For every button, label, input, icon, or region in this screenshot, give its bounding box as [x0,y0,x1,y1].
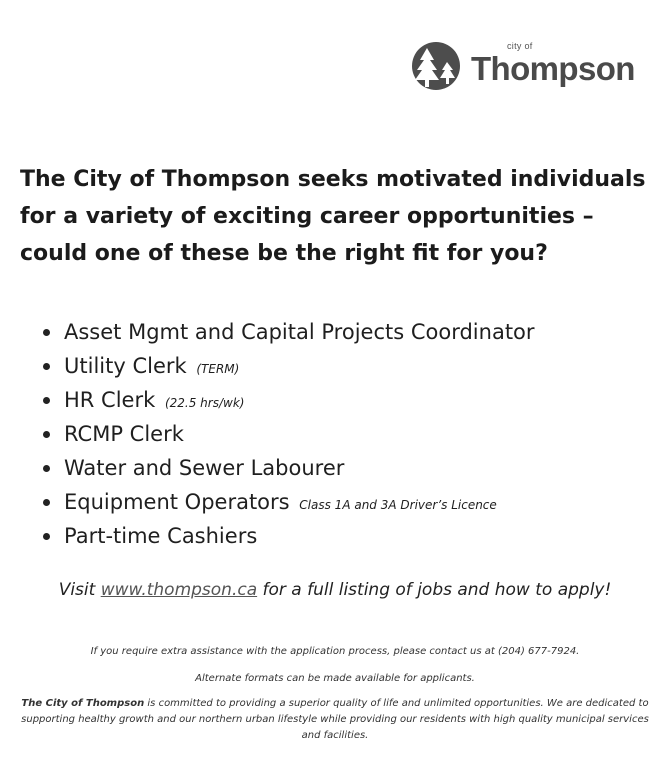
bullet-icon [43,329,50,336]
job-title: RCMP Clerk [64,422,184,446]
commitment-text: is committed to providing a superior quality of life and unlimited opportunities. We are dedicated to supporting healthy growth and our northern urban lifestyle while providing our residents with high quality municipal services and facilities. [21,698,649,741]
job-title: Asset Mgmt and Capital Projects Coordinator [64,320,535,344]
job-item [40,486,535,520]
job-item [40,520,535,554]
job-title: HR Clerk [64,388,156,412]
bullet-icon [43,465,50,472]
visit-suffix: for a full listing of jobs and how to apply! [257,580,612,600]
assistance-note: If you require extra assistance with the application process, please contact us at (204) 677-7924. [90,646,580,657]
job-item [40,384,535,418]
job-title: Utility Clerk [64,354,187,378]
job-item [40,350,535,384]
job-title: Equipment Operators [64,490,290,514]
job-item [40,316,535,350]
job-note: (22.5 hrs/wk) [164,396,245,410]
visit-prefix: Visit [58,580,101,600]
job-title: Part-time Cashiers [64,524,258,548]
bullet-icon [43,363,50,370]
headline: The City of Thompson seeks motivated individuals for a variety of exciting career opportunities – could one of these be the right fit for you? [20,167,646,266]
job-item [40,418,535,452]
visit-line [0,580,670,600]
job-item [40,452,535,486]
logo-prefix: city of [507,41,533,51]
logo-name: Thompson [471,50,635,87]
bullet-icon [43,397,50,404]
city-logo [411,38,635,94]
tree-logo-icon [411,38,469,94]
alternate-formats-note: Alternate formats can be made available for applicants. [195,673,475,684]
commitment-org: The City of Thompson [21,698,145,709]
job-list [40,316,535,554]
job-title: Water and Sewer Labourer [64,456,345,480]
job-note: Class 1A and 3A Driver’s Licence [299,498,497,512]
website-link[interactable]: www.thompson.ca [100,580,258,600]
bullet-icon [43,431,50,438]
bullet-icon [43,499,50,506]
bullet-icon [43,533,50,540]
job-note: (TERM) [196,362,240,376]
commitment-statement [20,696,650,744]
